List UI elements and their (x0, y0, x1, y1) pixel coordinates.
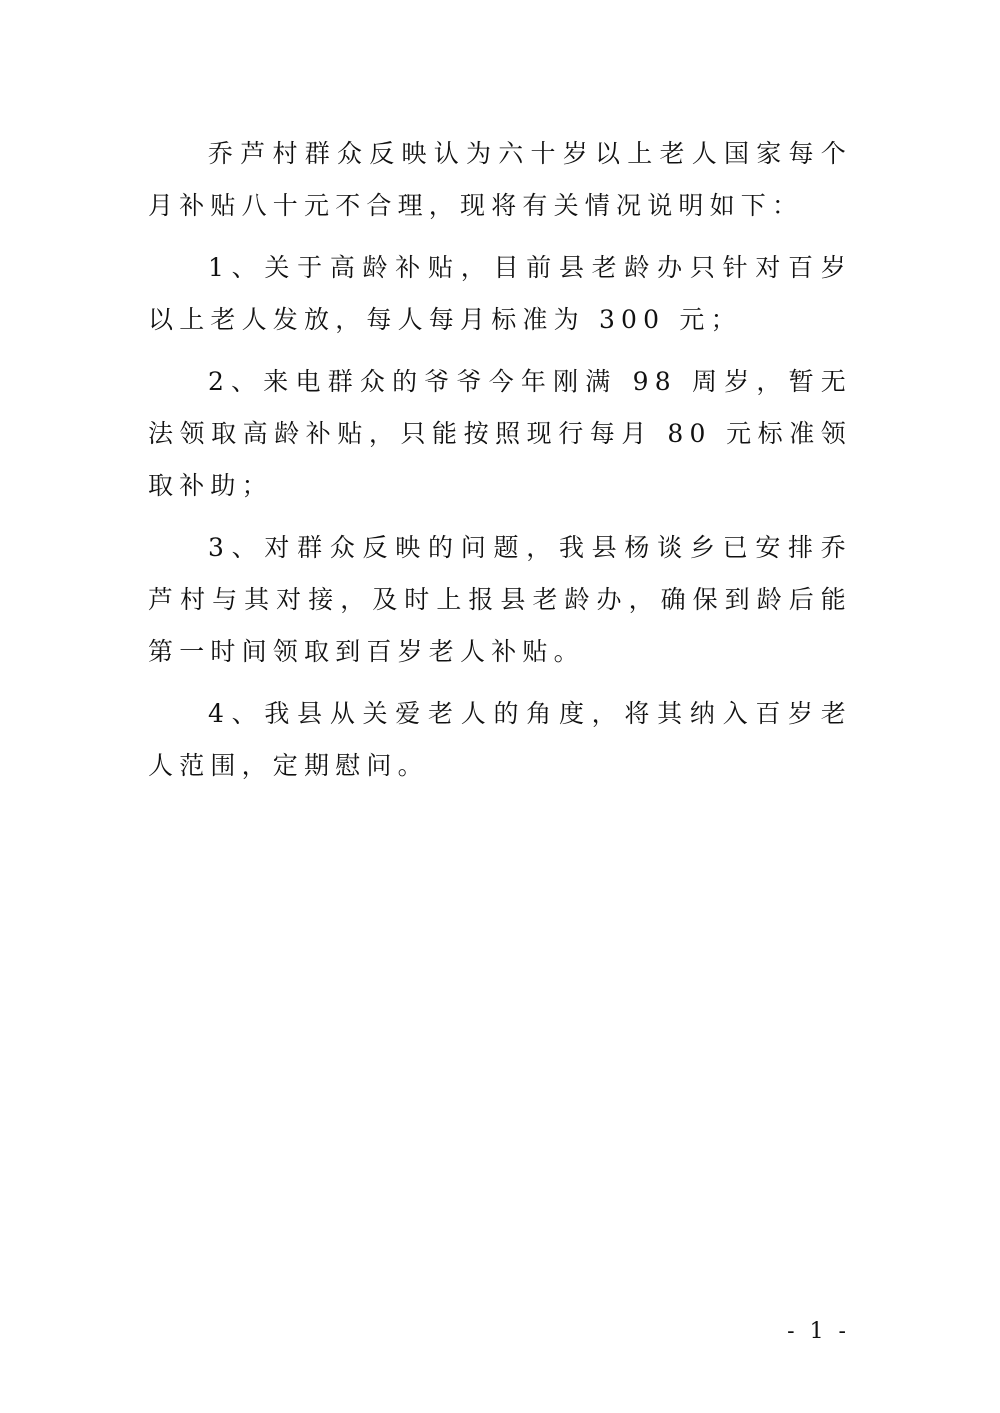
intro-paragraph: 乔芦村群众反映认为六十岁以上老人国家每个月补贴八十元不合理，现将有关情况说明如下： (148, 139, 852, 220)
item-1-paragraph: 1、关于高龄补贴，目前县老龄办只针对百岁以上老人发放，每人每月标准为 300 元； (148, 253, 852, 334)
item-4-paragraph: 4、我县从关爱老人的角度，将其纳入百岁老人范围，定期慰问。 (148, 699, 852, 780)
page-number: - 1 - (787, 1319, 850, 1344)
document-body (148, 128, 852, 792)
item-2-paragraph: 2、来电群众的爷爷今年刚满 98 周岁，暂无法领取高龄补贴，只能按照现行每月 80 元标准领取补助； (148, 367, 852, 500)
item-3-paragraph: 3、对群众反映的问题，我县杨谈乡已安排乔芦村与其对接，及时上报县老龄办，确保到龄后能第一时间领取到百岁老人补贴。 (148, 533, 852, 666)
